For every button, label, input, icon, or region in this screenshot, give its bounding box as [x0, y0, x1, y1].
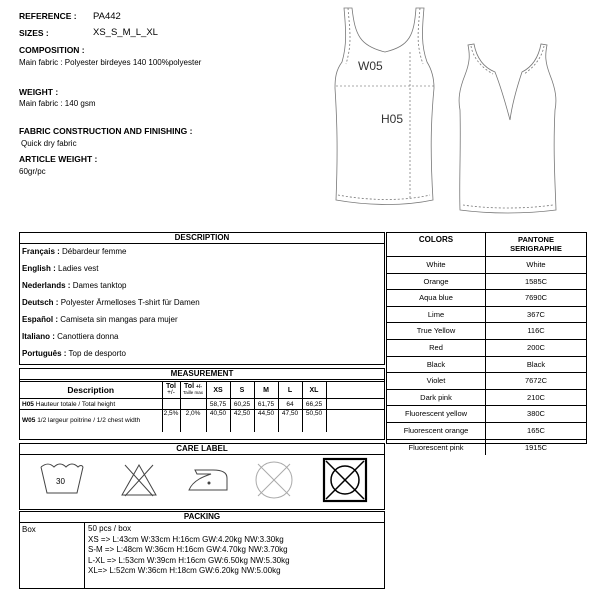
packing-title: PACKING [20, 512, 384, 523]
description-text: Canottiera donna [57, 332, 119, 341]
no-tumble-dry-icon [252, 458, 296, 502]
description-text: Débardeur femme [62, 247, 127, 256]
color-name: Fluorescent pink [387, 440, 486, 456]
description-row [22, 264, 384, 281]
pantone-code: White [526, 260, 546, 269]
description-section [19, 232, 385, 365]
color-row [387, 340, 586, 357]
description-text: Ladies vest [58, 264, 99, 273]
packing-line: S-M => L:48cm W:36cm H:16cm GW:4.70kg NW:3.70kg [88, 545, 288, 554]
pantone-code: 7690C [524, 293, 548, 303]
language-label: Italiano : [22, 332, 55, 341]
color-row [387, 290, 586, 307]
article-weight-label: ARTICLE WEIGHT : [19, 154, 98, 164]
language-label: Português : [22, 349, 67, 358]
color-row [387, 373, 586, 390]
pantone-code: 7672C [524, 376, 548, 386]
composition-label: COMPOSITION : [19, 45, 85, 55]
colors-table [386, 232, 587, 452]
reference-value: PA442 [93, 11, 121, 22]
pantone-code: Black [526, 359, 546, 369]
sizes-value: XS_S_M_L_XL [93, 27, 158, 38]
no-bleach-icon [119, 462, 159, 498]
wash-temperature: 30 [56, 477, 65, 486]
color-name: Fluorescent yellow [387, 406, 486, 422]
sizes-label: SIZES : [19, 28, 49, 38]
description-text: Top de desporto [68, 349, 126, 358]
description-text: Camiseta sin mangas para mujer [60, 315, 178, 324]
w05-marker: W05 [358, 59, 383, 73]
pantone-code: 165C [527, 425, 545, 435]
packing-line: XS => L:43cm W:33cm H:16cm GW:4.20kg NW:3.30kg [88, 534, 284, 544]
color-row [387, 274, 586, 291]
color-name: Black [387, 357, 486, 373]
back-view-drawing [459, 44, 556, 213]
pantone-code: 200C [527, 342, 545, 352]
description-row [22, 315, 384, 332]
language-label: Français : [22, 247, 60, 256]
col-size-l: L [278, 382, 302, 399]
color-row [387, 390, 586, 407]
pantone-code: 380C [527, 409, 545, 419]
measurement-row-w05: W05 1/2 largeur poitrine / 1/2 chest width 2,5% 2,0% 40,50 42,50 44,50 47,50 50,50 [20, 410, 384, 432]
col-tol1: Tol +/- [162, 382, 180, 399]
pantone-code: 1915C [524, 442, 548, 452]
packing-section [19, 511, 385, 589]
measurement-table [20, 381, 384, 432]
weight-value: Main fabric : 140 gsm [19, 99, 96, 108]
care-label-title: CARE LABEL [20, 444, 384, 455]
fabric-construction-value: Quick dry fabric [21, 139, 77, 148]
col-size-m: M [254, 382, 278, 399]
color-name: Fluorescent orange [387, 423, 486, 439]
col-size-s: S [230, 382, 254, 399]
color-row [387, 357, 586, 374]
col-tol2: Tol +/- Taille max [180, 382, 206, 399]
packing-line: XL=> L:52cm W:36cm H:18cm GW:6.20kg NW:5.00kg [88, 566, 281, 575]
garment-drawing [330, 0, 570, 225]
color-name: Lime [387, 307, 486, 323]
color-name: Violet [387, 373, 486, 389]
packing-line: L-XL => L:53cm W:39cm H:16cm GW:6.50kg NW:5.30kg [88, 555, 290, 565]
description-text: Dames tanktop [72, 281, 127, 290]
measure-lines [336, 52, 434, 200]
colors-header-row [387, 233, 586, 257]
color-row [387, 323, 586, 340]
pantone-code: 210C [527, 392, 545, 402]
description-row [22, 332, 384, 349]
col-size-xs: XS [206, 382, 230, 399]
color-name: Dark pink [387, 390, 486, 406]
color-name: Aqua blue [387, 290, 486, 306]
front-view-drawing [335, 8, 434, 205]
measurement-header-row [20, 382, 384, 399]
col-description: Description [20, 382, 162, 399]
col-size-xl: XL [302, 382, 326, 399]
color-row [387, 440, 586, 456]
measurement-section [19, 368, 385, 440]
color-name: True Yellow [387, 323, 486, 339]
do-not-dry-clean-icon [322, 457, 368, 503]
composition-value: Main fabric : Polyester birdeyes 140 100%polyester [19, 58, 202, 67]
color-row [387, 406, 586, 423]
measurement-row-h05: H05 Hauteur totale / Total height 58,75 60,25 61,75 64 66,25 [20, 399, 384, 410]
iron-low-icon [183, 464, 231, 496]
color-name: Red [387, 340, 486, 356]
color-row [387, 307, 586, 324]
description-text: Polyester Ärmelloses T-shirt für Damen [60, 298, 200, 307]
language-label: Español : [22, 315, 59, 324]
h05-marker: H05 [381, 112, 404, 126]
colors-col-header: COLORS [387, 233, 486, 256]
weight-label: WEIGHT : [19, 87, 59, 97]
description-row [22, 281, 384, 298]
language-label: English : [22, 264, 56, 273]
care-label-section [19, 443, 385, 510]
pantone-code: 1585C [524, 276, 548, 286]
fabric-construction-label: FABRIC CONSTRUCTION AND FINISHING : [19, 126, 193, 136]
reference-label: REFERENCE : [19, 11, 77, 21]
measurement-title: MEASUREMENT [20, 369, 384, 380]
language-label: Deutsch : [22, 298, 59, 307]
color-row [387, 423, 586, 440]
packing-line: 50 pcs / box [88, 524, 132, 533]
description-title: DESCRIPTION [20, 233, 384, 244]
packing-box-label: Box [22, 525, 36, 534]
description-row [22, 247, 384, 264]
color-name: White [387, 257, 486, 273]
color-row [387, 257, 586, 274]
description-row [22, 349, 384, 366]
pantone-col-header: PANTONE SERIGRAPHIE [510, 235, 562, 253]
description-row [22, 298, 384, 315]
language-label: Nederlands : [22, 281, 71, 290]
color-name: Orange [387, 274, 486, 290]
article-weight-value: 60gr/pc [19, 167, 46, 176]
pantone-code: 116C [527, 326, 545, 336]
pantone-code: 367C [527, 309, 545, 319]
